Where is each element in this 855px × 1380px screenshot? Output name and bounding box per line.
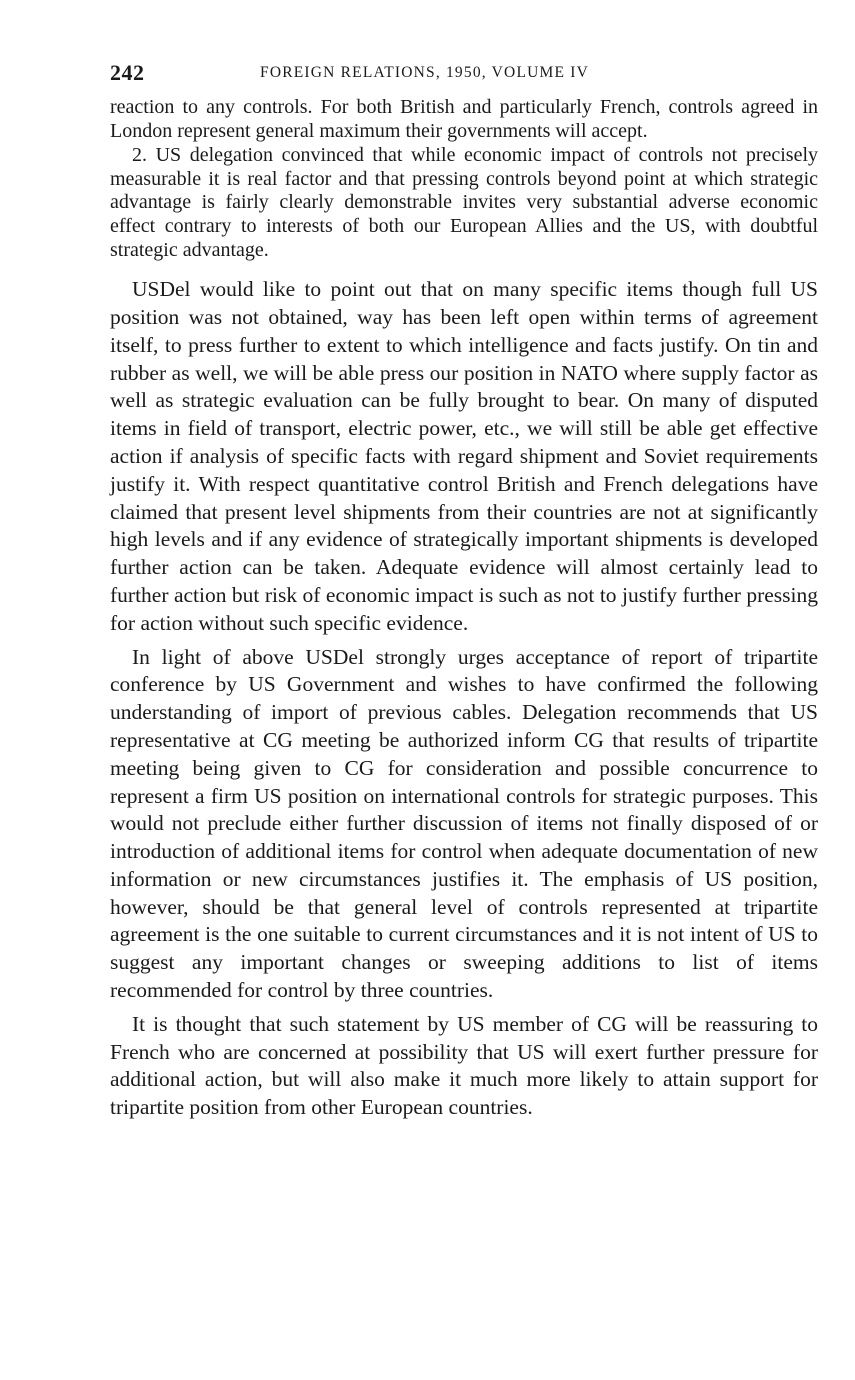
paragraph-continuation: reaction to any controls. For both British and particularly French, controls agreed in London represent general maximum their governments will accept. [110, 96, 818, 142]
page-number: 242 [110, 60, 145, 85]
paragraph-usdel-position: USDel would like to point out that on many specific items though full US position was not obtained, way has been left open within terms of agreement itself, to press further to extent to which intelligence and facts justify. On tin and rubber as well, we will be able press our position in NATO where supply factor as well as strategic evaluation can be fully brought to bear. On many of disputed items in field of transport, electric power, etc., we will still be able get effective action if analysis of specific facts with regard shipment and Soviet requirements justify it. With respect quantitative control British and French delegations have claimed that present level shipments from their countries are not at significantly high levels and if any evidence of strategically important shipments is developed further action can be taken. Adequate evidence will almost certainly lead to further action but risk of economic impact is such as not to justify further pressing for action without such specific evidence. [110, 277, 818, 635]
document-page [110, 60, 818, 1122]
paragraph-numbered-point-2: 2. US delegation convinced that while economic impact of controls not precisely measurable it is real factor and that pressing controls beyond point at which strategic advantage is fairly clearly demonstrable invites very substantial adverse economic effect contrary to interests of both our European Allies and the US, with doubtful strategic advantage. [110, 144, 818, 261]
paragraph-recommendation: In light of above USDel strongly urges acceptance of report of tripartite conference by US Government and wishes to have confirmed the following understanding of import of previous cables. Delegation recommends that US representative at CG meeting be authorized inform CG that results of tripartite meeting being given to CG for consideration and possible concurrence to represent a firm US position on international controls for strategic purposes. This would not preclude either further discussion of items not finally disposed of or introduction of additional items for control when adequate documentation of new information or new circumstances justifies it. The emphasis of US position, however, should be that general level of controls represented at tripartite agreement is the one suitable to current circumstances and it is not intent of US to suggest any important changes or sweeping additions to list of items recommended for control by three countries. [110, 644, 818, 1003]
paragraph-conclusion: It is thought that such statement by US member of CG will be reassuring to French who are concerned at possibility that US will exert further pressure for additional action, but will also make it much more likely to attain support for tripartite position from other European countries. [110, 1011, 818, 1120]
running-head: FOREIGN RELATIONS, 1950, VOLUME IV [260, 64, 589, 81]
page-header [110, 60, 818, 96]
